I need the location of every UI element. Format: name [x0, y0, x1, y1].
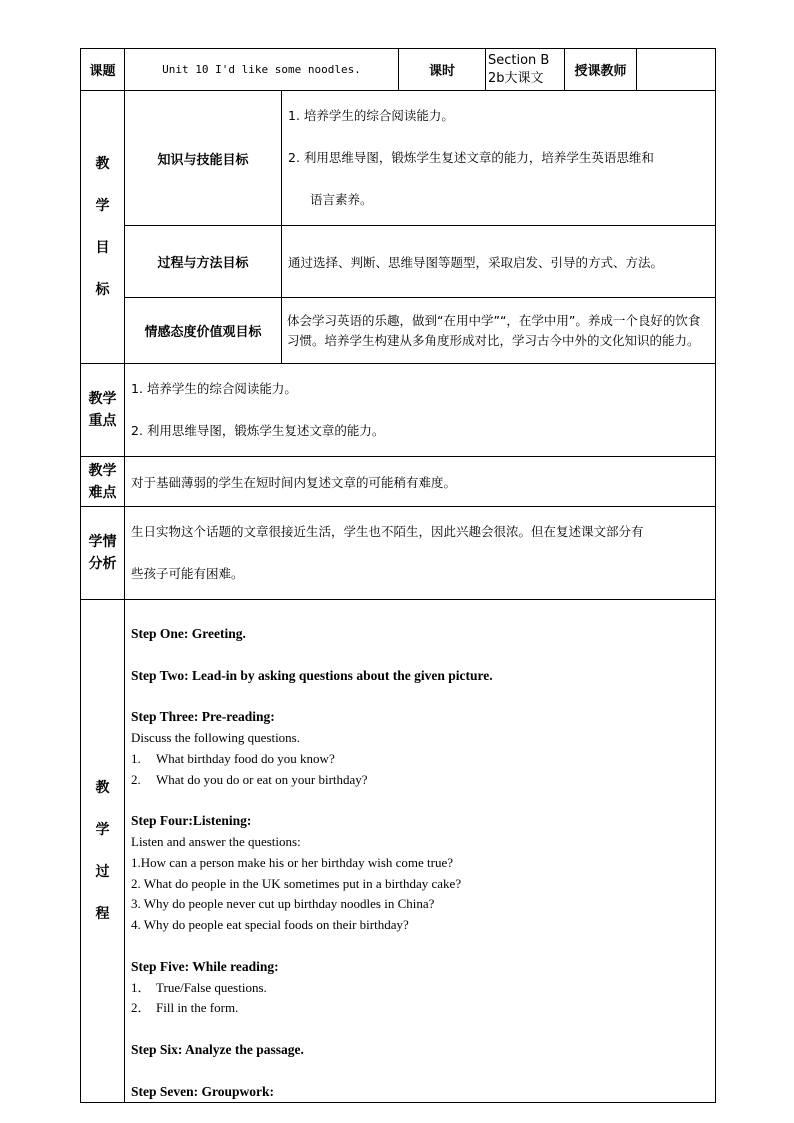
step-four-item-1: 1.How can a person make his or her birthday wish come true? [131, 854, 454, 870]
knowledge-skill-content [282, 91, 716, 226]
knowledge-item-1: 1. 培养学生的综合阅读能力。 [288, 108, 454, 123]
lesson-plan-table [80, 48, 716, 1103]
procedure-label: 教 学 过 程 [81, 600, 125, 1103]
procedure-content [125, 600, 716, 1103]
step-seven: Step Seven: Groupwork: [131, 1083, 275, 1099]
step-four-intro: Listen and answer the questions: [131, 833, 301, 849]
teacher-label: 授课教师 [565, 49, 637, 91]
step-four: Step Four:Listening: [131, 813, 252, 829]
key-points-content [125, 364, 716, 457]
step-five-item-2: 2． Fill in the form. [131, 1000, 239, 1016]
emotion-value-content: 体会学习英语的乐趣，做到“在用中学”“，在学中用”。养成一个良好的饮食习惯。培养学生构建从多角度形成对比，学习古今中外的文化知识的能力。 [282, 298, 716, 364]
step-five: Step Five: While reading: [131, 958, 279, 974]
process-method-label: 过程与方法目标 [125, 226, 282, 298]
key-point-1: 1. 培养学生的综合阅读能力。 [131, 381, 297, 396]
process-method-content: 通过选择、判断、思维导图等题型，采取启发、引导的方式、方法。 [282, 226, 716, 298]
analysis-label: 学情 分析 [81, 507, 125, 600]
objectives-label: 教 学 目 标 [81, 91, 125, 364]
step-four-item-2: 2. What do people in the UK sometimes put in a birthday cake? [131, 875, 462, 891]
emotion-value-label: 情感态度价值观目标 [125, 298, 282, 364]
step-three: Step Three: Pre-reading: [131, 709, 275, 725]
topic-label: 课题 [81, 49, 125, 91]
knowledge-item-2: 2. 利用思维导图，锻炼学生复述文章的能力，培养学生英语思维和 [288, 150, 654, 165]
step-six: Step Six: Analyze the passage. [131, 1041, 304, 1057]
step-five-item-1: 1． True/False questions. [131, 979, 267, 995]
knowledge-item-2-cont: 语言素养。 [310, 192, 373, 207]
key-points-label: 教学 重点 [81, 364, 125, 457]
knowledge-skill-label: 知识与技能目标 [125, 91, 282, 226]
period-value [486, 49, 565, 91]
difficulties-content: 对于基础薄弱的学生在短时间内复述文章的可能稍有难度。 [125, 457, 716, 507]
step-three-item-1: 1. What birthday food do you know? [131, 750, 335, 766]
period-value-line1: Section B [488, 52, 550, 68]
key-point-2: 2. 利用思维导图，锻炼学生复述文章的能力。 [131, 423, 385, 438]
analysis-line-2: 些孩子可能有困难。 [131, 566, 244, 581]
step-four-item-4: 4. Why do people eat special foods on their birthday? [131, 917, 409, 933]
step-three-intro: Discuss the following questions. [131, 729, 300, 745]
step-one: Step One: Greeting. [131, 626, 246, 641]
step-two: Step Two: Lead-in by asking questions about the given picture. [131, 667, 493, 683]
period-value-line2: 2b大课文 [488, 70, 544, 86]
step-four-item-3: 3. Why do people never cut up birthday noodles in China? [131, 896, 435, 912]
difficulties-label: 教学 难点 [81, 457, 125, 507]
period-label: 课时 [399, 49, 486, 91]
teacher-value [637, 49, 716, 91]
analysis-content [125, 507, 716, 600]
analysis-line-1: 生日实物这个话题的文章很接近生活，学生也不陌生，因此兴趣会很浓。但在复述课文部分有 [131, 524, 644, 539]
topic-value: Unit 10 I'd like some noodles. [125, 49, 399, 91]
step-three-item-2: 2. What do you do or eat on your birthday? [131, 771, 368, 787]
